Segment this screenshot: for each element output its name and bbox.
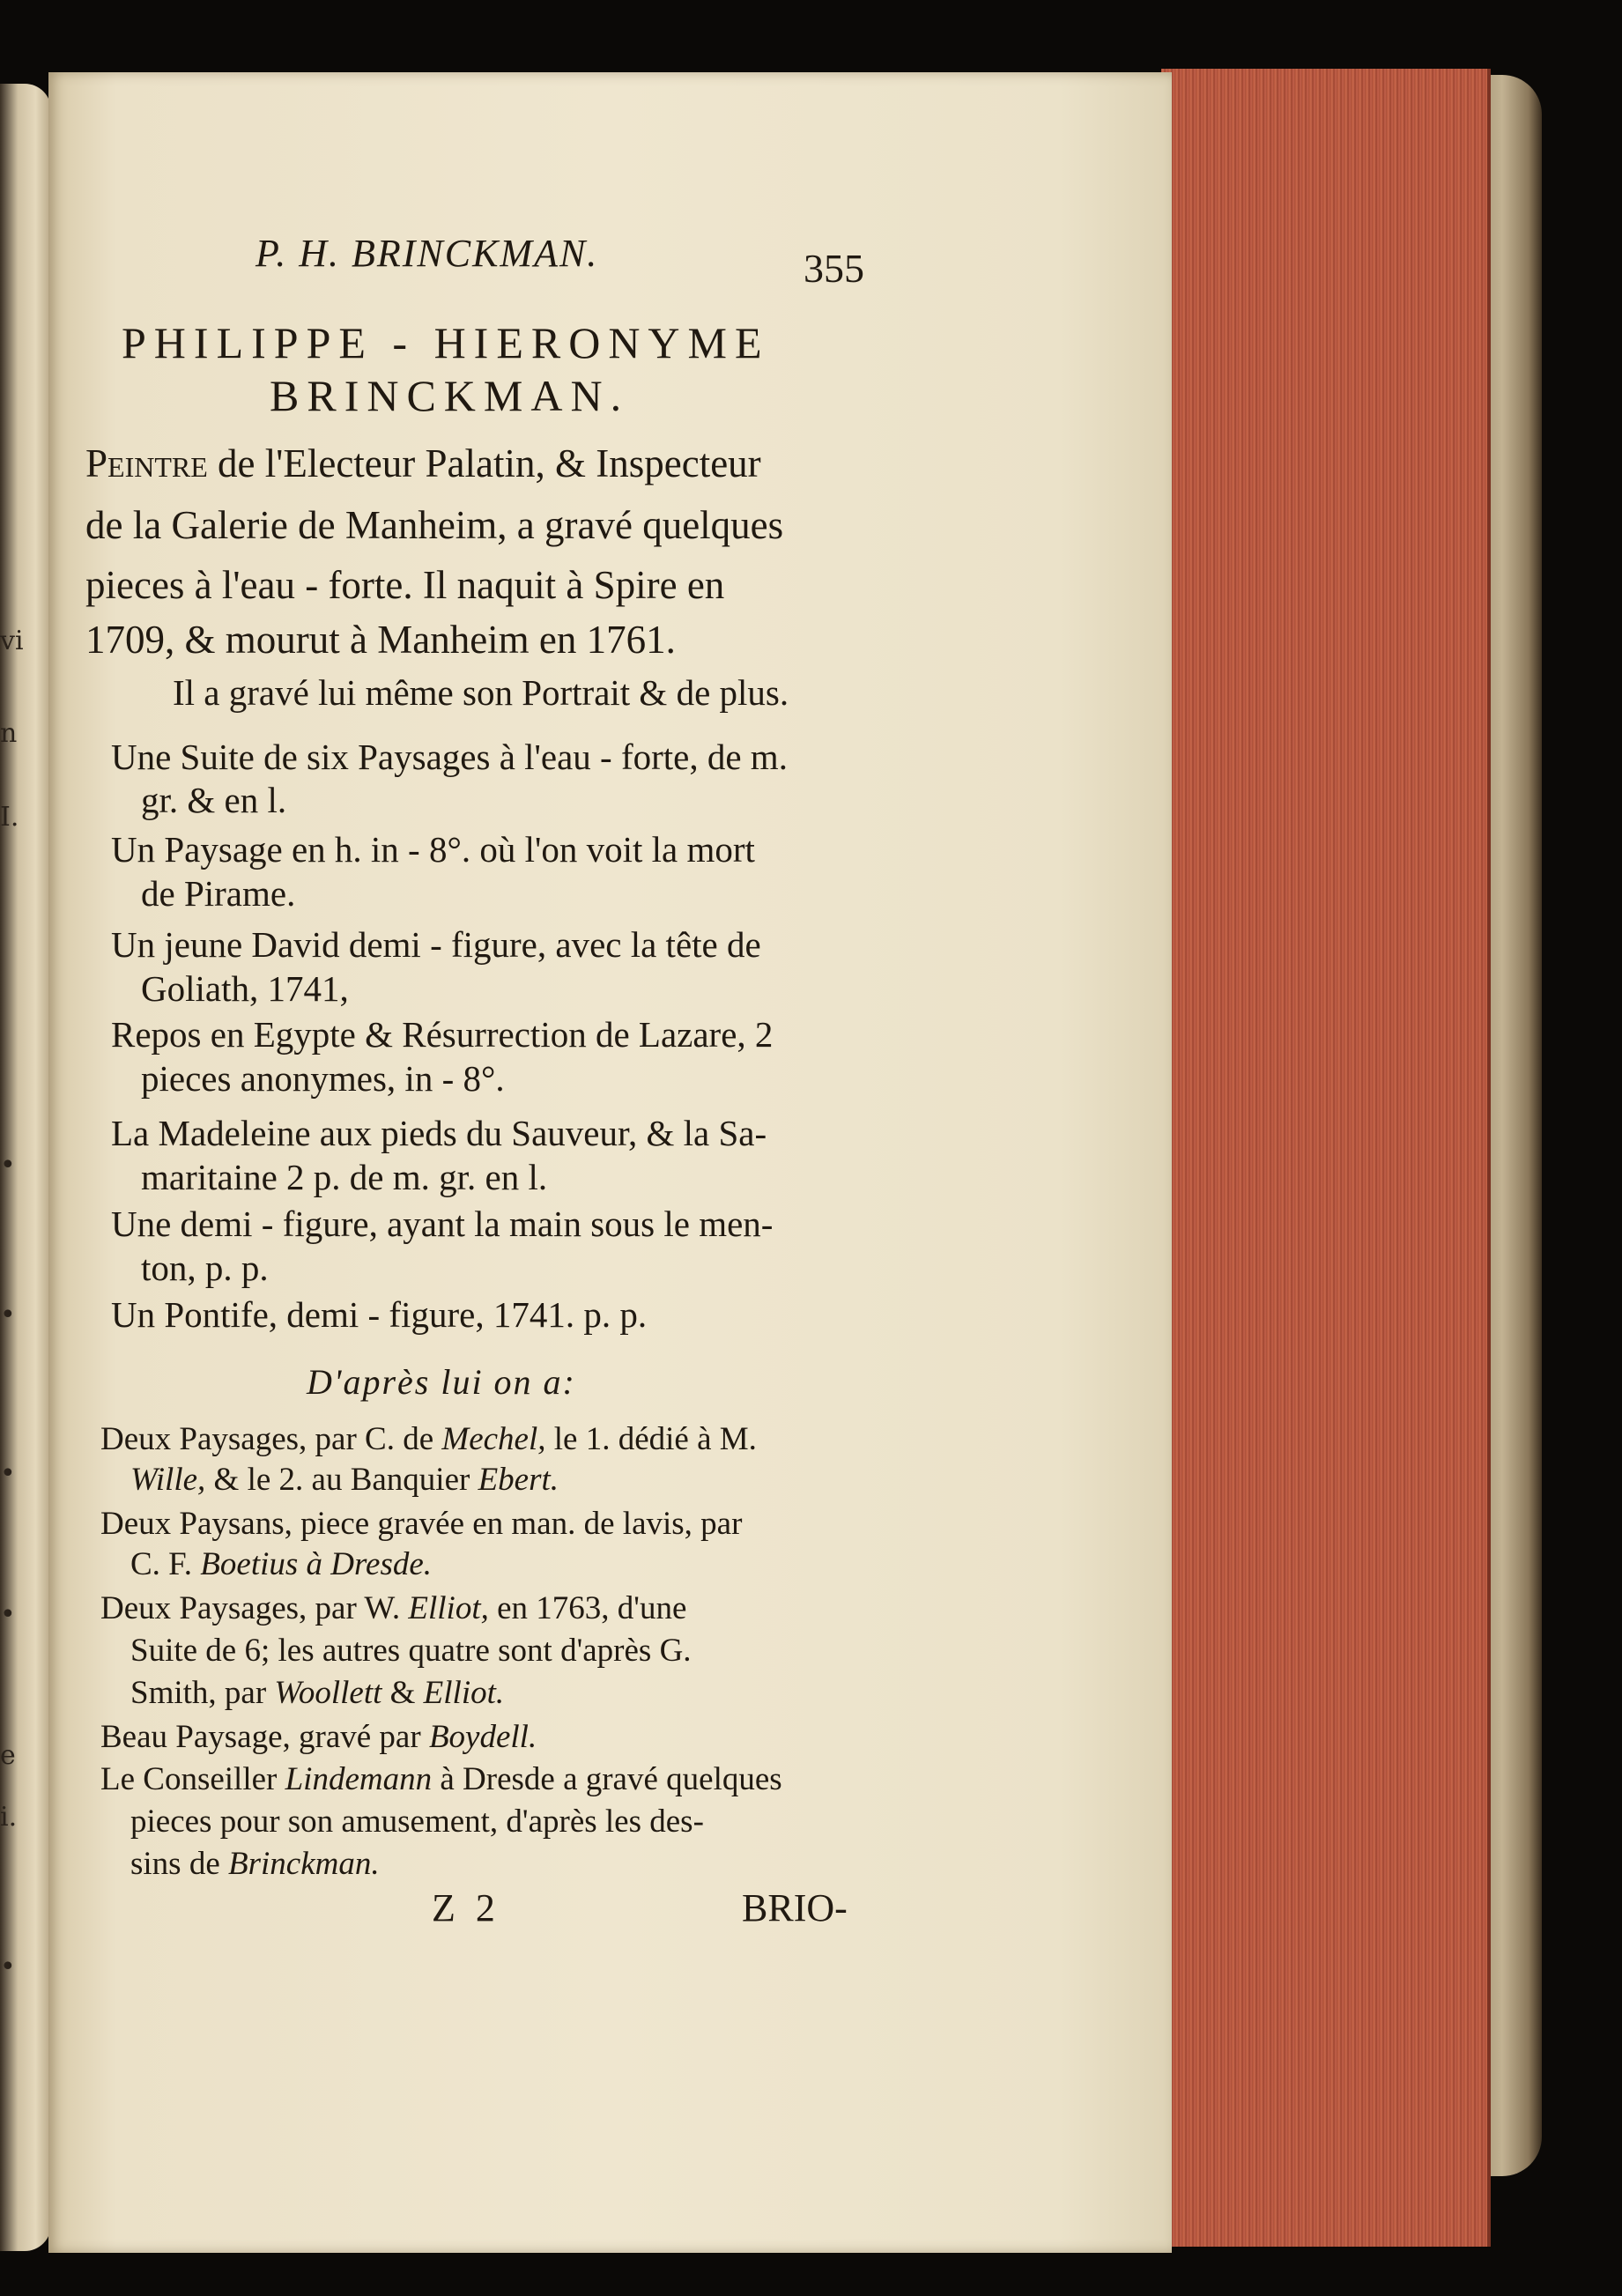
engraver-name: Mechel, [441,1421,546,1457]
work-entry-6-cont: ton, p. p. [141,1248,269,1288]
engraver-name: Boydell. [428,1719,537,1755]
after-entry-1-text: le 1. dédié à M. [545,1421,757,1457]
work-entry-5: La Madeleine aux pieds du Sauveur, & la Sa- [111,1113,767,1153]
intro-lead-word: Peintre [85,441,208,485]
after-entry-3-cont [130,1674,504,1712]
after-entry-1 [100,1420,757,1458]
work-entry-5-cont: maritaine 2 p. de m. gr. en l. [141,1157,548,1197]
intro-line-1 [85,441,761,486]
after-entry-2-cont [130,1545,432,1583]
after-entry-3 [100,1589,686,1627]
intro-line-1-text: de l'Electeur Palatin, & Inspecteur [207,441,761,485]
intro-line-2: de la Galerie de Manheim, a gravé quelques [85,503,784,547]
banker-name: Ebert. [478,1462,559,1498]
after-entry-1-text: Deux Paysages, par C. de [100,1421,442,1457]
after-entry-5 [100,1760,782,1798]
engraver-name: Boetius à Dresde. [200,1546,433,1582]
signature-mark: Z 2 [432,1886,500,1929]
margin-mark: n [0,718,18,749]
margin-mark: i. [0,1802,18,1833]
margin-mark: • [0,1458,16,1489]
engraver-name: Elliot, [408,1590,489,1626]
after-entry-3-text: Smith, par [130,1675,275,1711]
margin-mark: • [0,1150,16,1181]
work-entry-1-cont: gr. & en l. [141,780,287,820]
after-entry-5-text: à Dresde a gravé quelques [432,1761,782,1797]
work-entry-2-cont: de Pirame. [141,873,296,914]
artist-name: Brinckman. [228,1846,380,1882]
margin-mark: • [0,1952,16,1982]
work-entry-3: Un jeune David demi - figure, avec la tête de [111,924,761,965]
after-entry-3-text: en 1763, d'une [488,1590,687,1626]
running-head-title: P. H. BRINCKMAN. [256,232,599,275]
page-block-edges [1161,69,1491,2247]
after-entry-5-cont [130,1845,380,1883]
margin-mark: e [0,1740,16,1771]
intro-line-4: 1709, & mourut à Manheim en 1761. [85,618,676,662]
article-heading-line-2: BRINCKMAN. [270,371,630,420]
after-entry-2: Deux Paysans, piece gravée en man. de lavis, par [100,1506,743,1542]
margin-mark: • [0,1300,16,1330]
work-entry-7: Un Pontife, demi - figure, 1741. p. p. [111,1294,648,1335]
work-entry-4: Repos en Egypte & Résurrection de Lazare, 2 [111,1014,774,1055]
catchword: BRIO- [742,1886,848,1929]
after-entry-1-text: & le 2. au Banquier [205,1462,478,1498]
after-entry-2-text: C. F. [130,1546,201,1582]
after-entry-1-cont [130,1461,559,1499]
work-entry-6: Une demi - figure, ayant la main sous le men- [111,1204,774,1244]
work-entry-3-cont: Goliath, 1741, [141,968,349,1009]
after-entry-4-text: Beau Paysage, gravé par [100,1719,429,1755]
dedicatee-name: Wille, [130,1462,206,1498]
after-heading: D'après lui on a: [307,1362,576,1402]
engraver-name: Lindemann [285,1761,433,1797]
engraver-name: Woollett [274,1675,382,1711]
margin-mark: I. [0,802,19,833]
after-entry-3-text: & [381,1675,424,1711]
after-entry-5-text: sins de [130,1846,228,1882]
after-entry-4 [100,1718,537,1756]
works-intro: Il a gravé lui même son Portrait & de plus. [173,672,789,713]
work-entry-1: Une Suite de six Paysages à l'eau - forte, de m. [111,737,788,777]
margin-mark: • [0,1599,16,1630]
after-entry-5-cont: pieces pour son amusement, d'après les des- [130,1803,704,1840]
previous-page-edge [0,84,51,2251]
work-entry-4-cont: pieces anonymes, in - 8°. [141,1058,505,1099]
after-entry-3-cont: Suite de 6; les autres quatre sont d'après G. [130,1633,692,1669]
after-entry-3-text: Deux Paysages, par W. [100,1590,409,1626]
work-entry-2: Un Paysage en h. in - 8°. où l'on voit la mort [111,829,755,870]
page-number: 355 [804,246,864,291]
after-entry-5-text: Le Conseiller [100,1761,285,1797]
intro-line-3: pieces à l'eau - forte. Il naquit à Spire en [85,563,725,607]
engraver-name: Elliot. [423,1675,505,1711]
article-heading-line-1: PHILIPPE - HIERONYME [122,318,770,367]
margin-mark: vi [0,626,24,656]
